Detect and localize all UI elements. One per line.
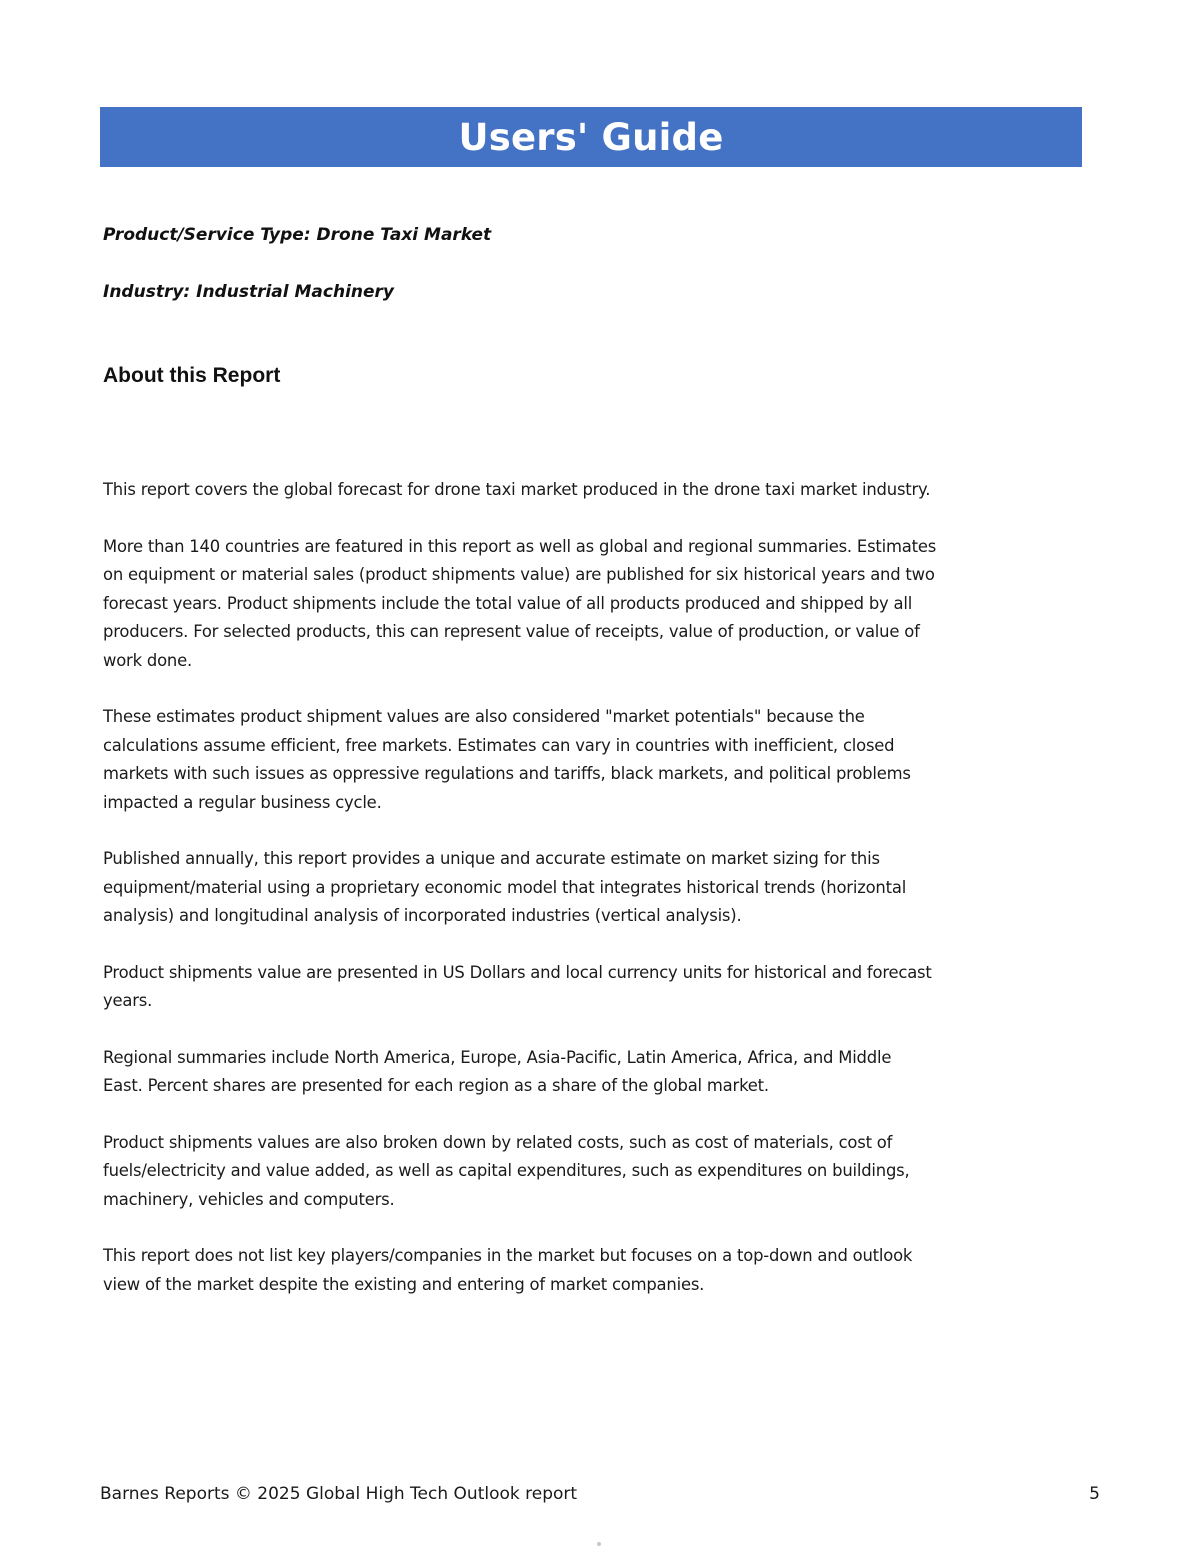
product-service-type: Product/Service Type: Drone Taxi Market (103, 225, 492, 245)
paragraph: This report does not list key players/companies in the market but focuses on a top-down and outlook view of the market despite the existing and entering of market companies. (103, 1246, 913, 1294)
page-title: Users' Guide (458, 115, 724, 159)
title-banner (100, 107, 1082, 167)
paragraph: More than 140 countries are featured in this report as well as global and regional summaries. Estimates on equipment or material sales (product shipments value) are published for six historical years and two forecast years. Product shipments include the total value of all products produced and shipped by all producers. For selected products, this can represent value of receipts, value of production, or value of work done. (103, 536, 937, 670)
paragraph: Product shipments value are presented in US Dollars and local currency units for historical and forecast years. (103, 962, 932, 1010)
paragraph: This report covers the global forecast for drone taxi market produced in the drone taxi market industry. (103, 480, 931, 499)
page-marker-dot (597, 1542, 601, 1546)
footer-copyright: Barnes Reports © 2025 Global High Tech Outlook report (100, 1484, 578, 1504)
paragraph: Product shipments values are also broken down by related costs, such as cost of materials, cost of fuels/electricity and value added, as well as capital expenditures, such as expenditures on buildings, machinery, vehicles and computers. (103, 1132, 910, 1209)
paragraph: Published annually, this report provides a unique and accurate estimate on market sizing for this equipment/material using a proprietary economic model that integrates historical trends (horizontal analysis) and longitudinal analysis of incorporated industries (vertical analysis). (103, 849, 907, 925)
page-number: 5 (1089, 1484, 1100, 1504)
report-body (103, 476, 1043, 1327)
paragraph: These estimates product shipment values are also considered "market potentials" because the calculations assume efficient, free markets. Estimates can vary in countries with inefficient, closed markets with such issues as oppressive regulations and tariffs, black markets, and political problems impacted a regular business cycle. (103, 707, 911, 812)
paragraph: Regional summaries include North America, Europe, Asia-Pacific, Latin America, Africa, and Middle East. Percent shares are presented for each region as a share of the global market. (103, 1047, 892, 1095)
section-heading: About this Report (103, 364, 281, 387)
industry-line: Industry: Industrial Machinery (103, 282, 394, 302)
